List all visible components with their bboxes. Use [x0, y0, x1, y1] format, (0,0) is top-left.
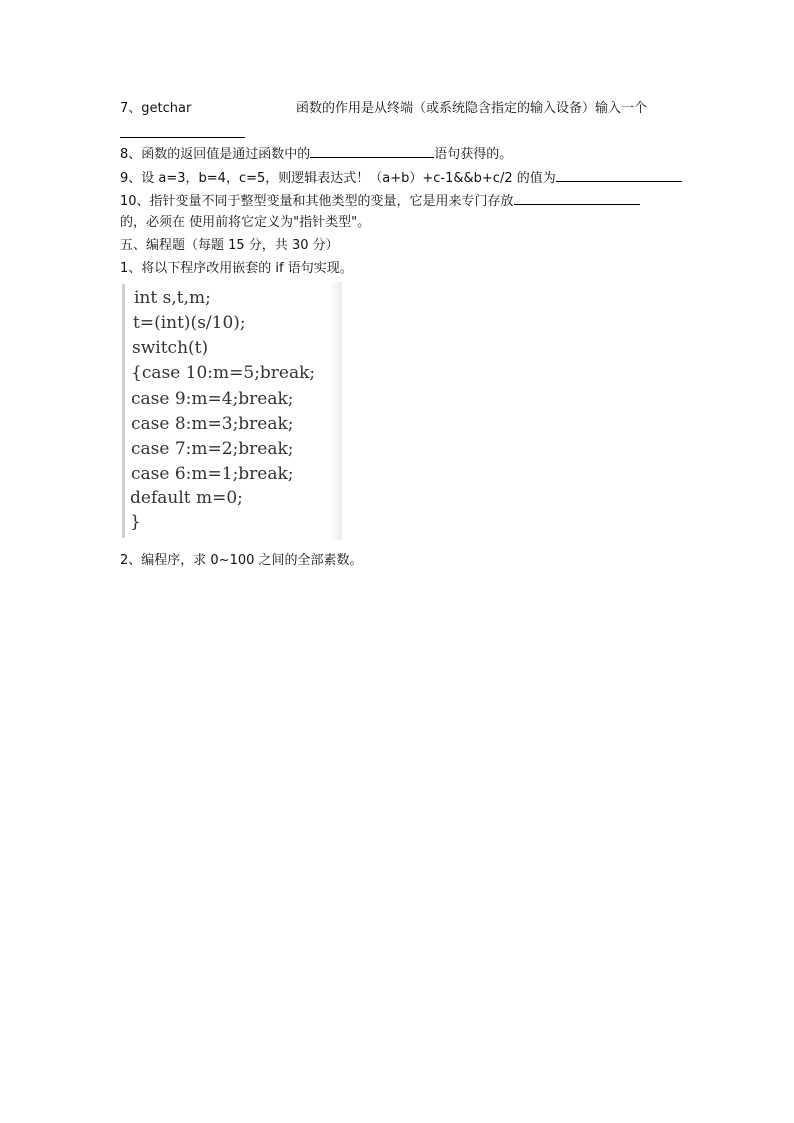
- q7-text: 函数的作用是从终端（或系统隐含指定的输入设备）输入一个: [296, 101, 648, 116]
- q9-blank: [556, 169, 682, 182]
- code-line: case 9:m=4;break;: [131, 389, 294, 409]
- code-image: [120, 282, 342, 540]
- question-9: [120, 169, 682, 188]
- code-left-border: [122, 284, 125, 538]
- code-line: t=(int)(s/10);: [133, 313, 246, 333]
- q10-blank: [514, 192, 640, 205]
- question-10-line1: [120, 192, 640, 211]
- question-10-line2: 的，必须在 使用前将它定义为"指针类型"。: [120, 215, 371, 230]
- code-line: int s,t,m;: [134, 288, 211, 308]
- code-line: default m=0;: [130, 488, 243, 508]
- q10-line1: 10、指针变量不同于整型变量和其他类型的变量，它是用来专门存放: [120, 194, 514, 209]
- q8-blank: [310, 145, 434, 158]
- section-title: 五、编程题（每题 15 分，共 30 分）: [120, 238, 339, 253]
- code-line: switch(t): [132, 338, 209, 358]
- code-line: case 6:m=1;break;: [131, 464, 294, 484]
- q8-prefix: 8、函数的返回值是通过函数中的: [120, 147, 311, 162]
- code-line: {case 10:m=5;break;: [131, 363, 316, 383]
- q7-blank: [120, 137, 245, 138]
- programming-question-1: 1、将以下程序改用嵌套的 if 语句实现。: [120, 261, 353, 276]
- q8-suffix: 语句获得的。: [434, 147, 513, 162]
- question-8: [120, 145, 512, 164]
- code-line: }: [130, 512, 141, 532]
- code-line: case 7:m=2;break;: [131, 439, 294, 459]
- programming-question-2: 2、编程序，求 0~100 之间的全部素数。: [120, 553, 363, 568]
- q7-number: 7、getchar: [120, 101, 192, 116]
- code-shade: [330, 282, 342, 540]
- code-line: case 8:m=3;break;: [131, 414, 294, 434]
- q9-prefix: 9、设 a=3，b=4，c=5，则逻辑表达式！（a+b）+c-1&&b+c/2 的值为: [120, 171, 556, 186]
